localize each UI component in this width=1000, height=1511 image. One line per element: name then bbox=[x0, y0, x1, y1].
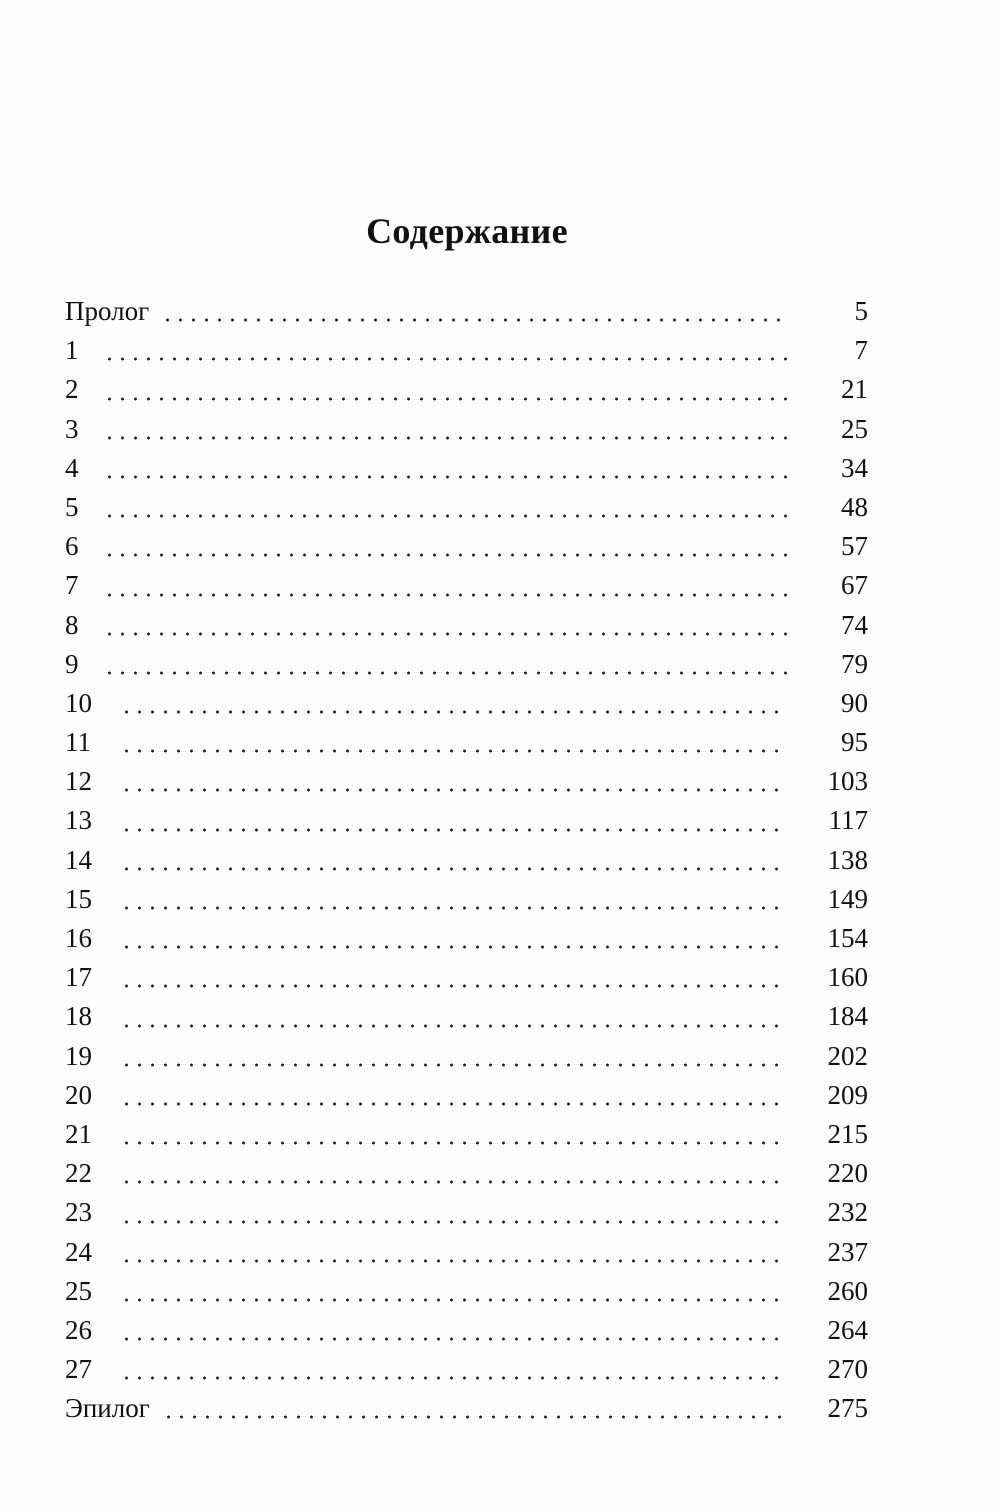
dot-leader bbox=[120, 945, 788, 949]
toc-entry-label: 9 bbox=[65, 648, 79, 679]
dot-leader bbox=[120, 984, 788, 988]
toc-entry-label: 23 bbox=[65, 1197, 92, 1228]
toc-entry-label: 11 bbox=[65, 727, 91, 758]
toc-entry bbox=[65, 1037, 868, 1076]
toc-entry bbox=[65, 527, 868, 566]
toc-entry bbox=[65, 1350, 868, 1389]
toc-entry-page-number: 237 bbox=[827, 1236, 868, 1267]
toc-entry-page-number: 103 bbox=[827, 766, 868, 797]
dot-leader bbox=[120, 1376, 788, 1380]
toc-entry-label: 19 bbox=[65, 1040, 92, 1071]
toc-entry bbox=[65, 1272, 868, 1311]
toc-entry-page-number: 5 bbox=[854, 296, 868, 326]
toc-entry-page-number: 220 bbox=[827, 1158, 868, 1189]
toc-entry-page-number: 21 bbox=[841, 374, 868, 405]
dot-leader bbox=[120, 1141, 788, 1145]
table-of-contents bbox=[65, 292, 868, 1428]
toc-entry bbox=[65, 841, 868, 880]
dot-leader bbox=[162, 1415, 788, 1419]
toc-entry-label: 18 bbox=[65, 1001, 92, 1032]
dot-leader bbox=[103, 397, 788, 401]
toc-entry bbox=[65, 292, 868, 331]
toc-entry-page-number: 117 bbox=[828, 805, 868, 836]
toc-entry-label: 25 bbox=[65, 1275, 92, 1306]
toc-entry bbox=[65, 645, 868, 684]
toc-entry bbox=[65, 1193, 868, 1232]
toc-entry bbox=[65, 997, 868, 1036]
toc-entry-label: 10 bbox=[65, 687, 92, 718]
toc-entry-label: 12 bbox=[65, 766, 92, 797]
dot-leader bbox=[161, 318, 788, 322]
toc-entry-label: 14 bbox=[65, 844, 92, 875]
toc-entry-page-number: 202 bbox=[827, 1040, 868, 1071]
toc-entry bbox=[65, 801, 868, 840]
dot-leader bbox=[120, 1063, 788, 1067]
toc-entry-label: 3 bbox=[65, 413, 79, 444]
toc-entry-label: Эпилог bbox=[65, 1393, 150, 1424]
toc-entry-page-number: 154 bbox=[827, 923, 868, 953]
toc-entry-page-number: 260 bbox=[827, 1275, 868, 1306]
toc-entry bbox=[65, 1233, 868, 1272]
dot-leader bbox=[103, 475, 788, 479]
toc-entry-label: 5 bbox=[65, 491, 79, 522]
dot-leader bbox=[120, 906, 788, 910]
toc-entry-page-number: 74 bbox=[841, 609, 868, 640]
toc-entry-label: 6 bbox=[65, 531, 79, 562]
toc-entry-page-number: 184 bbox=[827, 1001, 868, 1032]
dot-leader bbox=[120, 867, 788, 871]
dot-leader bbox=[103, 357, 788, 361]
toc-entry-page-number: 7 bbox=[854, 335, 868, 366]
toc-entry-page-number: 90 bbox=[841, 687, 868, 718]
toc-entry-label: 22 bbox=[65, 1158, 92, 1189]
dot-leader bbox=[103, 514, 788, 518]
toc-entry-label: 21 bbox=[65, 1118, 92, 1149]
toc-entry-page-number: 79 bbox=[841, 648, 868, 679]
dot-leader bbox=[120, 1102, 788, 1106]
toc-entry-label: 7 bbox=[65, 570, 79, 601]
toc-entry-page-number: 48 bbox=[841, 491, 868, 522]
toc-entry bbox=[65, 449, 868, 488]
dot-leader bbox=[120, 828, 788, 832]
toc-entry-page-number: 264 bbox=[827, 1314, 868, 1345]
toc-entry bbox=[65, 370, 868, 409]
dot-leader bbox=[120, 1180, 788, 1184]
toc-entry-label: 4 bbox=[65, 452, 79, 483]
toc-entry-label: 8 bbox=[65, 609, 79, 640]
toc-entry-label: 13 bbox=[65, 805, 92, 836]
toc-entry-page-number: 275 bbox=[827, 1393, 868, 1424]
toc-entry bbox=[65, 1311, 868, 1350]
toc-entry-label: 2 bbox=[65, 374, 79, 405]
dot-leader bbox=[103, 671, 788, 675]
toc-entry bbox=[65, 880, 868, 919]
page-title: Содержание bbox=[366, 211, 568, 251]
toc-entry bbox=[65, 331, 868, 370]
toc-entry bbox=[65, 606, 868, 645]
toc-entry-page-number: 67 bbox=[841, 570, 868, 601]
toc-entry bbox=[65, 566, 868, 605]
toc-entry-label: 1 bbox=[65, 335, 79, 366]
toc-entry-label: 17 bbox=[65, 962, 92, 993]
toc-entry bbox=[65, 410, 868, 449]
dot-leader bbox=[120, 1337, 788, 1341]
toc-entry-page-number: 160 bbox=[827, 962, 868, 993]
dot-leader bbox=[120, 710, 788, 714]
toc-entry bbox=[65, 1154, 868, 1193]
dot-leader bbox=[103, 632, 788, 636]
dot-leader bbox=[120, 1024, 788, 1028]
toc-entry-page-number: 95 bbox=[841, 727, 868, 758]
toc-entry-page-number: 215 bbox=[827, 1118, 868, 1149]
toc-entry-label: 26 bbox=[65, 1314, 92, 1345]
toc-entry-page-number: 149 bbox=[827, 883, 868, 914]
dot-leader bbox=[103, 553, 788, 557]
dot-leader bbox=[103, 436, 788, 440]
dot-leader bbox=[120, 1220, 788, 1224]
toc-entry-page-number: 232 bbox=[827, 1197, 868, 1228]
toc-entry-page-number: 138 bbox=[827, 844, 868, 875]
toc-entry bbox=[65, 684, 868, 723]
toc-entry bbox=[65, 723, 868, 762]
toc-entry-page-number: 57 bbox=[841, 531, 868, 562]
toc-entry-label: 24 bbox=[65, 1236, 92, 1267]
dot-leader bbox=[120, 1298, 788, 1302]
toc-entry-label: 16 bbox=[65, 923, 92, 953]
toc-entry bbox=[65, 1115, 868, 1154]
toc-entry bbox=[65, 762, 868, 801]
toc-entry-page-number: 270 bbox=[827, 1354, 868, 1385]
toc-entry bbox=[65, 958, 868, 997]
toc-entry-page-number: 25 bbox=[841, 413, 868, 444]
toc-entry bbox=[65, 1389, 868, 1428]
toc-entry bbox=[65, 488, 868, 527]
dot-leader bbox=[103, 593, 788, 597]
dot-leader bbox=[120, 788, 788, 792]
toc-entry bbox=[65, 919, 868, 958]
toc-entry-page-number: 209 bbox=[827, 1079, 868, 1110]
dot-leader bbox=[120, 749, 788, 753]
toc-entry-label: 27 bbox=[65, 1354, 92, 1385]
toc-entry bbox=[65, 1076, 868, 1115]
toc-entry-page-number: 34 bbox=[841, 452, 868, 483]
toc-entry-label: 20 bbox=[65, 1079, 92, 1110]
dot-leader bbox=[120, 1259, 788, 1263]
toc-entry-label: Пролог bbox=[65, 296, 150, 326]
toc-entry-label: 15 bbox=[65, 883, 92, 914]
